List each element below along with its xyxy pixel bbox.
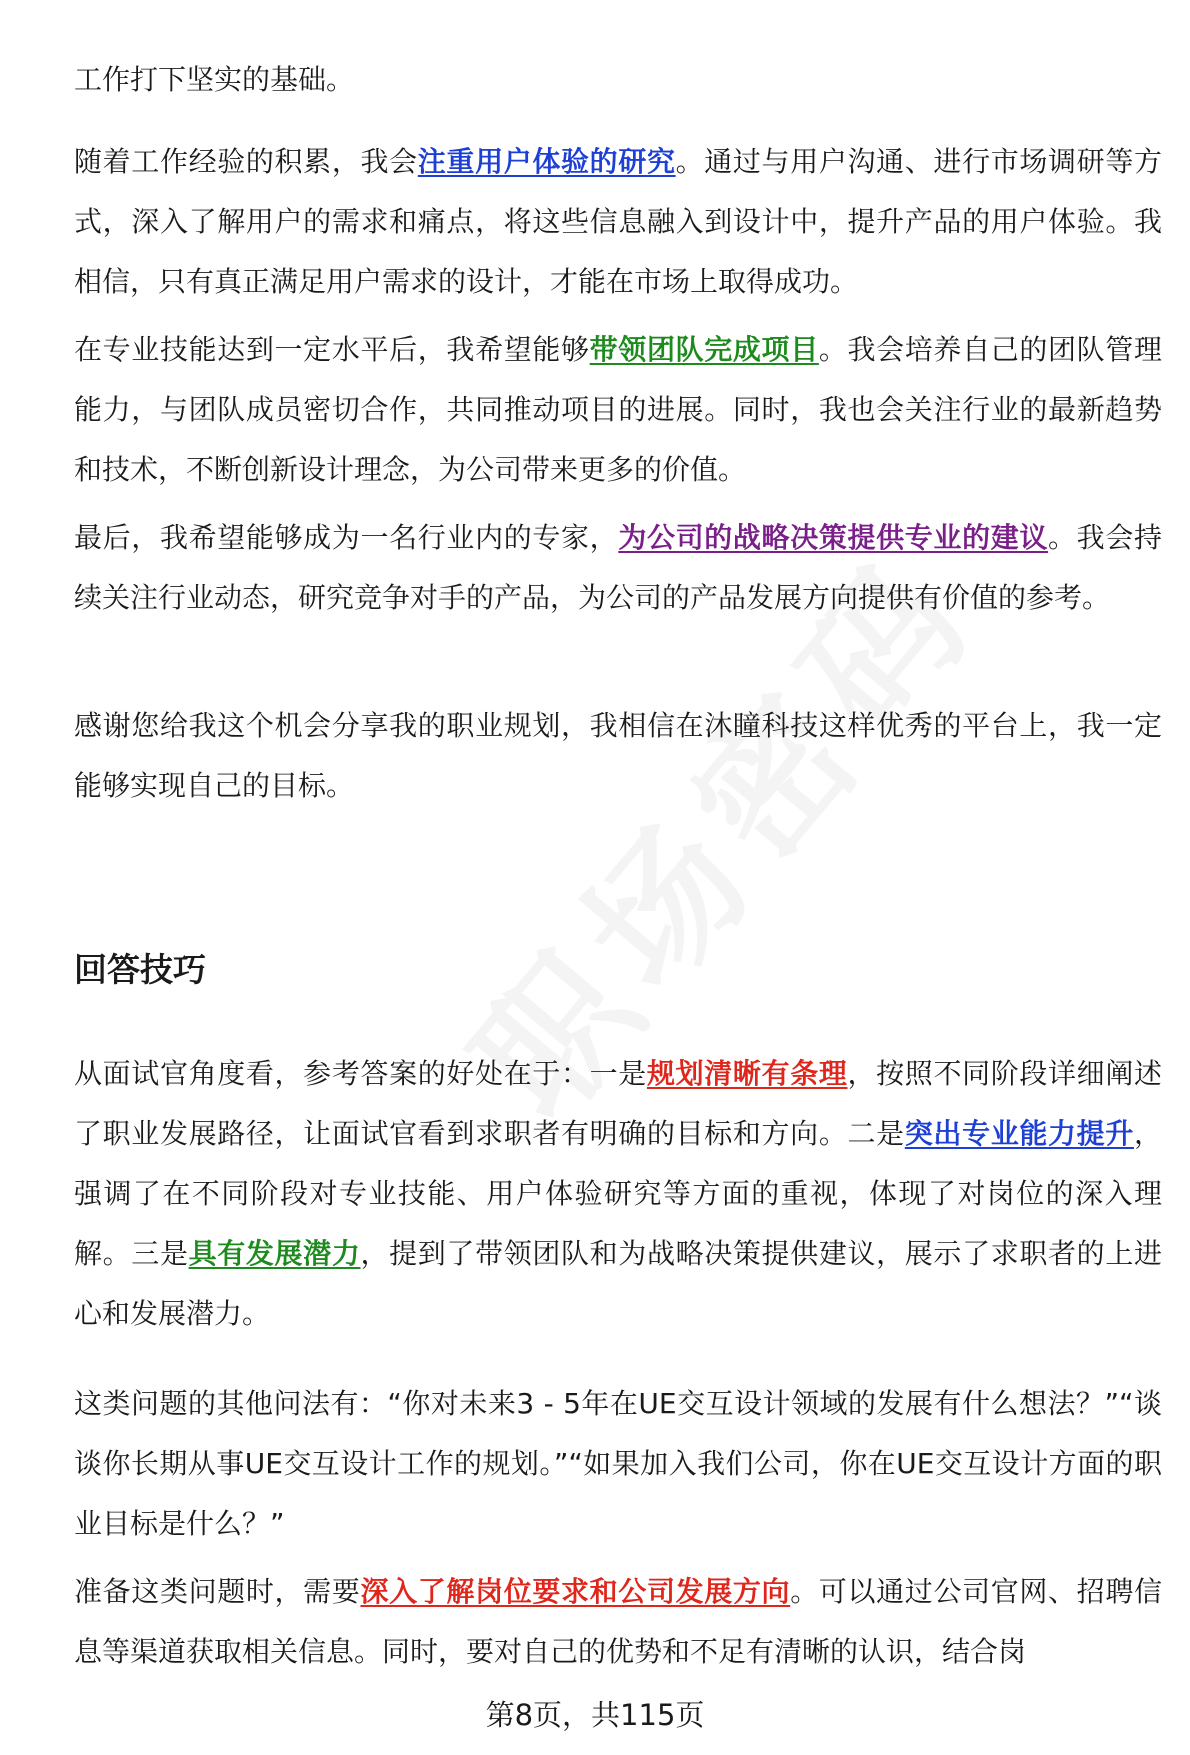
text-run: 这类问题的其他问法有：“你对未来3 - 5年在UE交互设计领域的发展有什么想法？”“谈谈你长期从事UE交互设计工作的规划。”“如果加入我们公司，你在UE交互设计方面的职业目标是什么？” bbox=[74, 1387, 1162, 1540]
text-run: 从面试官角度看，参考答案的好处在于：一是 bbox=[74, 1057, 647, 1090]
highlight-phrase: 注重用户体验的研究 bbox=[417, 145, 676, 178]
text-run: ，按照不同阶段详细阐述了职业发展路径，让面试官看到求职者有明确的目标和方向。二是 bbox=[74, 1057, 1162, 1150]
highlight-phrase: 带领团队完成项目 bbox=[589, 333, 819, 366]
text-run: 工作打下坚实的基础。 bbox=[74, 63, 355, 96]
highlight-phrase: 突出专业能力提升 bbox=[904, 1117, 1134, 1150]
highlight-phrase: 深入了解岗位要求和公司发展方向 bbox=[360, 1575, 791, 1608]
highlight-phrase: 为公司的战略决策提供专业的建议 bbox=[618, 521, 1049, 554]
text-run: 准备这类问题时，需要 bbox=[74, 1575, 361, 1608]
text-run: ，提到了带领团队和为战略决策提供建议，展示了求职者的上进心和发展潜力。 bbox=[74, 1237, 1162, 1330]
page-number: 第8页，共115页 bbox=[485, 1698, 705, 1732]
paragraph-intro-end bbox=[74, 50, 1162, 110]
text-run: 。通过与用户沟通、进行市场调研等方式，深入了解用户的需求和痛点，将这些信息融入到设计中，提升产品的用户体验。我相信，只有真正满足用户需求的设计，才能在市场上取得成功。 bbox=[74, 145, 1162, 298]
paragraph-interviewer-view bbox=[74, 1044, 1162, 1344]
paragraph-preparation bbox=[74, 1562, 1162, 1682]
text-run: 。可以通过公司官网、招聘信息等渠道获取相关信息。同时，要对自己的优势和不足有清晰的认识，结合岗 bbox=[74, 1575, 1162, 1668]
text-run: 感谢您给我这个机会分享我的职业规划，我相信在沐瞳科技这样优秀的平台上，我一定能够实现自己的目标。 bbox=[74, 709, 1162, 802]
text-run: 在专业技能达到一定水平后，我希望能够 bbox=[74, 333, 590, 366]
text-run: ，强调了在不同阶段对专业技能、用户体验研究等方面的重视，体现了对岗位的深入理解。三是 bbox=[74, 1117, 1162, 1270]
paragraph-expert bbox=[74, 508, 1162, 628]
paragraph-team-lead bbox=[74, 320, 1162, 500]
highlight-phrase: 具有发展潜力 bbox=[188, 1237, 361, 1270]
paragraph-user-research bbox=[74, 132, 1162, 312]
paragraph-thanks bbox=[74, 696, 1162, 816]
text-run: 最后，我希望能够成为一名行业内的专家， bbox=[74, 521, 619, 554]
section-heading: 回答技巧 bbox=[74, 950, 206, 989]
text-run: 随着工作经验的积累，我会 bbox=[74, 145, 418, 178]
highlight-phrase: 规划清晰有条理 bbox=[646, 1057, 848, 1090]
text-run: 。我会持续关注行业动态，研究竞争对手的产品，为公司的产品发展方向提供有价值的参考。 bbox=[74, 521, 1162, 614]
text-run: 。我会培养自己的团队管理能力，与团队成员密切合作，共同推动项目的进展。同时，我也会关注行业的最新趋势和技术，不断创新设计理念，为公司带来更多的价值。 bbox=[74, 333, 1162, 486]
paragraph-other-questions bbox=[74, 1374, 1162, 1554]
